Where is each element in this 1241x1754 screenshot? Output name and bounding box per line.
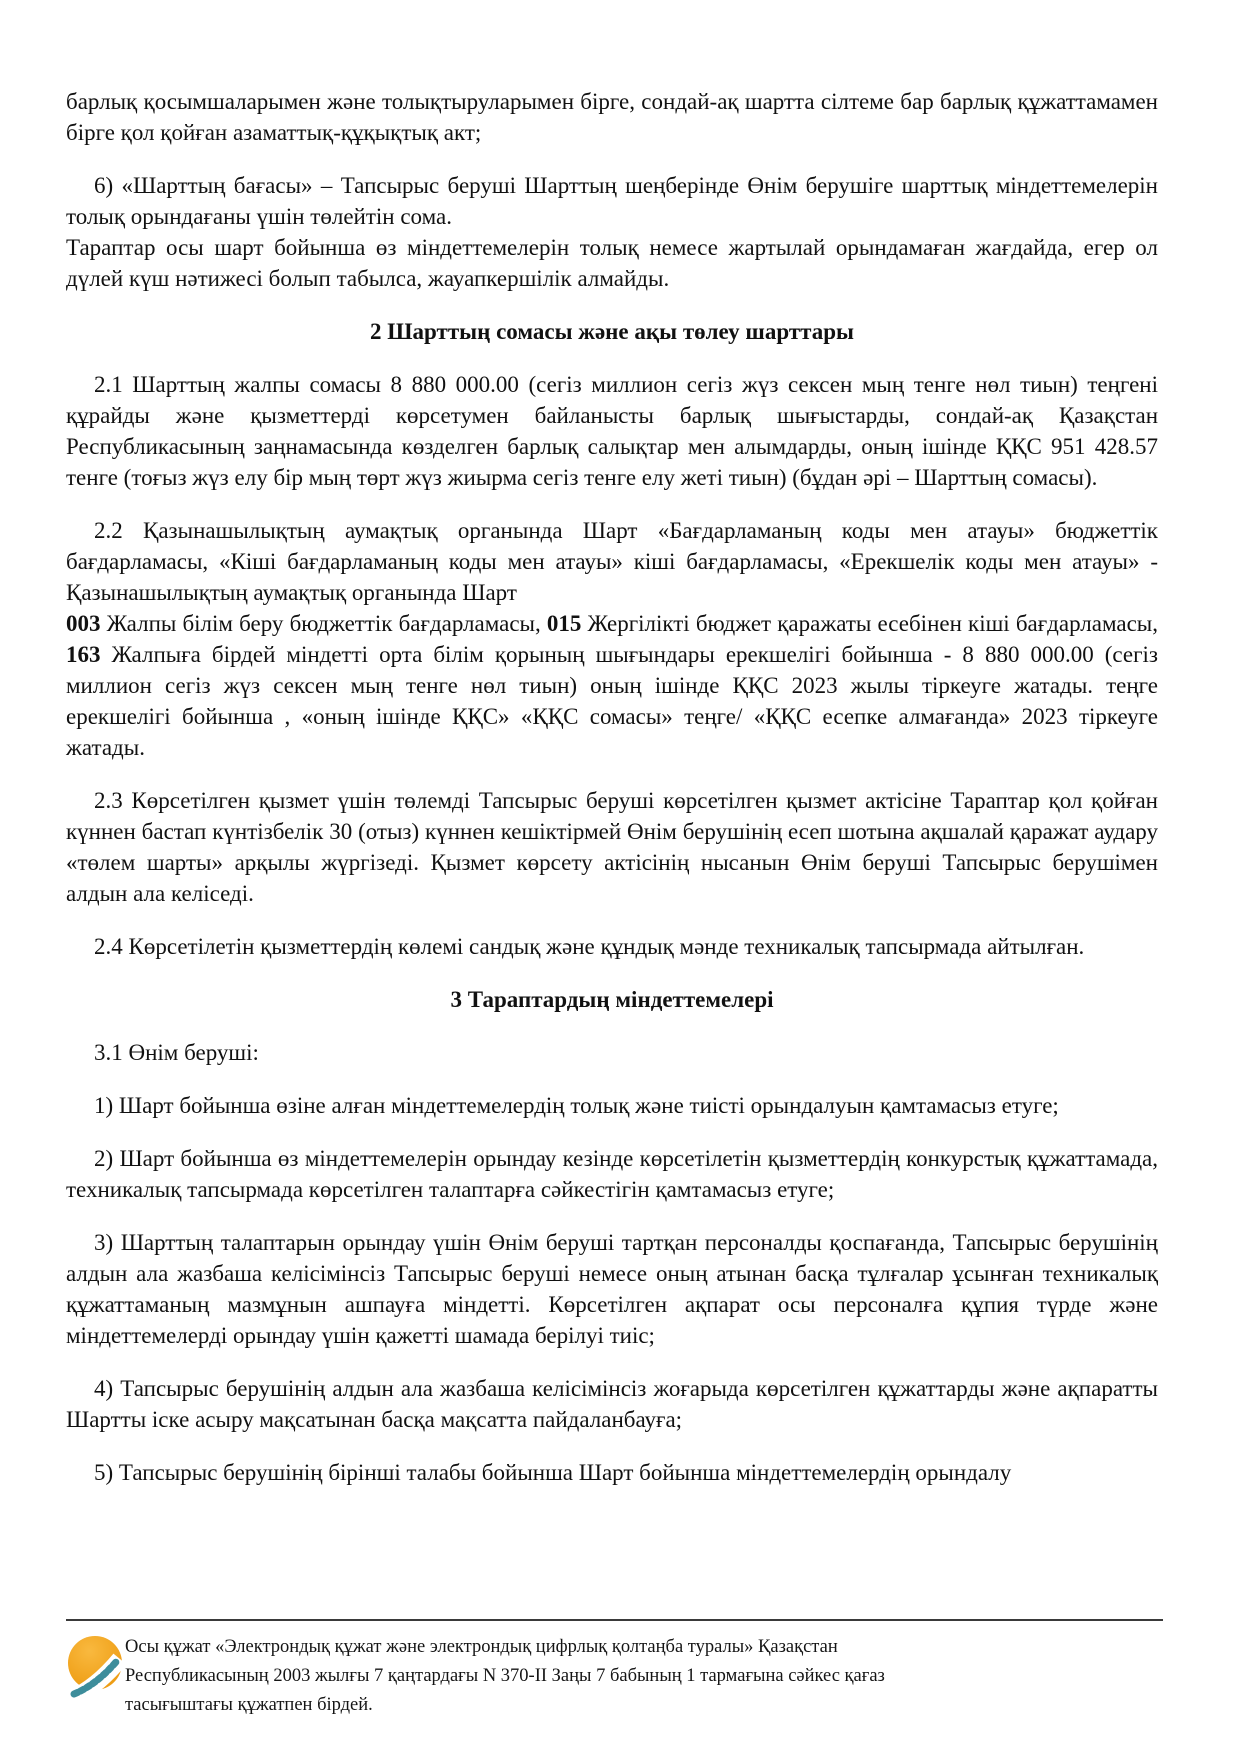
clause-2-2 (66, 515, 1158, 763)
legal-note (125, 1621, 1163, 1720)
section-2-heading: 2 Шарттың сомасы және ақы төлеу шарттары (370, 319, 854, 344)
legal-note-line-3: тасығыштағы құжатпен бірдей. (125, 1695, 373, 1715)
paragraph-carryover: барлық қосымшаларымен және толықтыруларымен бірге, сондай-ақ шартта сілтеме бар барлық құжаттамамен бірге қол қойған азаматтық-құқықтық акт; (66, 89, 1158, 145)
clause-6-definition: 6) «Шарттың бағасы» – Тапсырыс беруші Шарттың шеңберінде Өнім берушіге шарттық міндеттемелерін толық орындағаны үшін төлейтін сома. (66, 173, 1158, 229)
budget-program-code: 003 (66, 611, 101, 636)
clause-3-1: 3.1 Өнім беруші: (94, 1040, 259, 1065)
obligation-item-3: 3) Шарттың талаптарын орындау үшін Өнім беруші тартқан персоналды қоспағанда, Тапсырыс берушінің алдын ала жазбаша келісімінсіз Тапсырыс беруші немесе оның атынан басқа тұлғалар ұсынған техникалық құжаттаманың мазмұнын ашпауға міндетті. Көрсетілген ақпарат осы персоналға құпия түрде және міндеттемелерді орындау үшін қажетті шамада берілуі тиіс; (66, 1230, 1158, 1348)
egov-stamp-icon (66, 1631, 128, 1703)
clause-2-2-budget-codes (66, 608, 1158, 763)
section-3-heading: 3 Тараптардың міндеттемелері (450, 987, 774, 1012)
obligation-item-1: 1) Шарт бойынша өзіне алған міндеттемелердің толық және тиісті орындалуын қамтамасыз етуге; (94, 1093, 1059, 1118)
clause-6-block (66, 170, 1158, 294)
clause-2-3: 2.3 Көрсетілген қызмет үшін төлемді Тапсырыс беруші көрсетілген қызмет актісіне Тараптар қол қойған күннен бастап күнтізбелік 30 (отыз) күннен кешіктірмей Өнім берушінің есеп шотына ақшалай қаражат аудару «төлем шарты» арқылы жүргізеді. Қызмет көрсету актісінің нысанын Өнім беруші Тапсырыс берушімен алдын ала келіседі. (66, 788, 1158, 906)
clause-2-2-intro: 2.2 Қазынашылықтың аумақтық органында Шарт «Бағдарламаның коды мен атауы» бюджеттік бағдарламасы, «Кіші бағдарламаның коды мен атауы» кіші бағдарламасы, «Ерекшелік коды мен атауы» - Қазынашылықтың аумақтық органында Шарт (66, 518, 1158, 605)
budget-subprogram-name: Жергілікті бюджет қаражаты есебінен кіші бағдарламасы, (581, 611, 1158, 636)
obligation-item-5: 5) Тапсырыс берушінің бірінші талабы бойынша Шарт бойынша міндеттемелердің орындалу (94, 1460, 1012, 1485)
clause-2-1: 2.1 Шарттың жалпы сомасы 8 880 000.00 (сегіз миллион сегіз жүз сексен мың тенге нөл тиын) теңгені құрайды және қызметтерді көрсетумен байланысты барлық шығыстарды, сондай-ақ Қазақстан Республикасының заңнамасында көзделген барлық салықтар мен алымдарды, оның ішінде ҚҚС 951 428.57 тенге (тоғыз жүз елу бір мың төрт жүз жиырма сегіз тенге елу жеті тиын) (бұдан әрі – Шарттың сомасы). (66, 372, 1158, 490)
budget-specific-text: Жалпыға бірдей міндетті орта білім қорының шығындары ерекшелігі бойынша - 8 880 000.00 (сегіз миллион сегіз жүз сексен мың тенге нөл тиын) оның ішінде ҚҚС 2023 жылы тіркеуге жатады. теңге ерекшелігі бойынша , «оның ішінде ҚҚС» «ҚҚС сомасы» теңге/ «ҚҚС есепке алмағанда» 2023 тіркеуге жатады. (66, 642, 1158, 760)
budget-subprogram-code: 015 (546, 611, 582, 636)
budget-specific-code: 163 (66, 642, 101, 667)
budget-program-name: Жалпы білім беру бюджеттік бағдарламасы, (100, 611, 547, 636)
digital-signature-footer (66, 1619, 1163, 1720)
legal-note-line-1: Осы құжат «Электрондық құжат және электрондық цифрлық қолтаңба туралы» Қазақстан (125, 1637, 838, 1657)
clause-6-note: Тараптар осы шарт бойынша өз міндеттемелерін толық немесе жартылай орындамаған жағдайда, егер ол дүлей күш нәтижесі болып табылса, жауапкершілік алмайды. (66, 235, 1158, 291)
document-body (66, 86, 1158, 1510)
clause-2-4: 2.4 Көрсетілетін қызметтердің көлемі сандық және құндық мәнде техникалық тапсырмада айтылған. (94, 934, 1085, 959)
obligation-item-2: 2) Шарт бойынша өз міндеттемелерін орындау кезінде көрсетілетін қызметтердің конкурстық құжаттамада, техникалық тапсырмада көрсетілген талаптарға сәйкестігін қамтамасыз етуге; (66, 1146, 1158, 1202)
obligation-item-4: 4) Тапсырыс берушінің алдын ала жазбаша келісімінсіз жоғарыда көрсетілген құжаттарды және ақпаратты Шартты іске асыру мақсатынан басқа мақсатта пайдаланбауға; (66, 1376, 1158, 1432)
legal-note-line-2: Республикасының 2003 жылғы 7 қаңтардағы N 370-II Заңы 7 бабының 1 тармағына сәйкес қағаз (125, 1666, 885, 1686)
